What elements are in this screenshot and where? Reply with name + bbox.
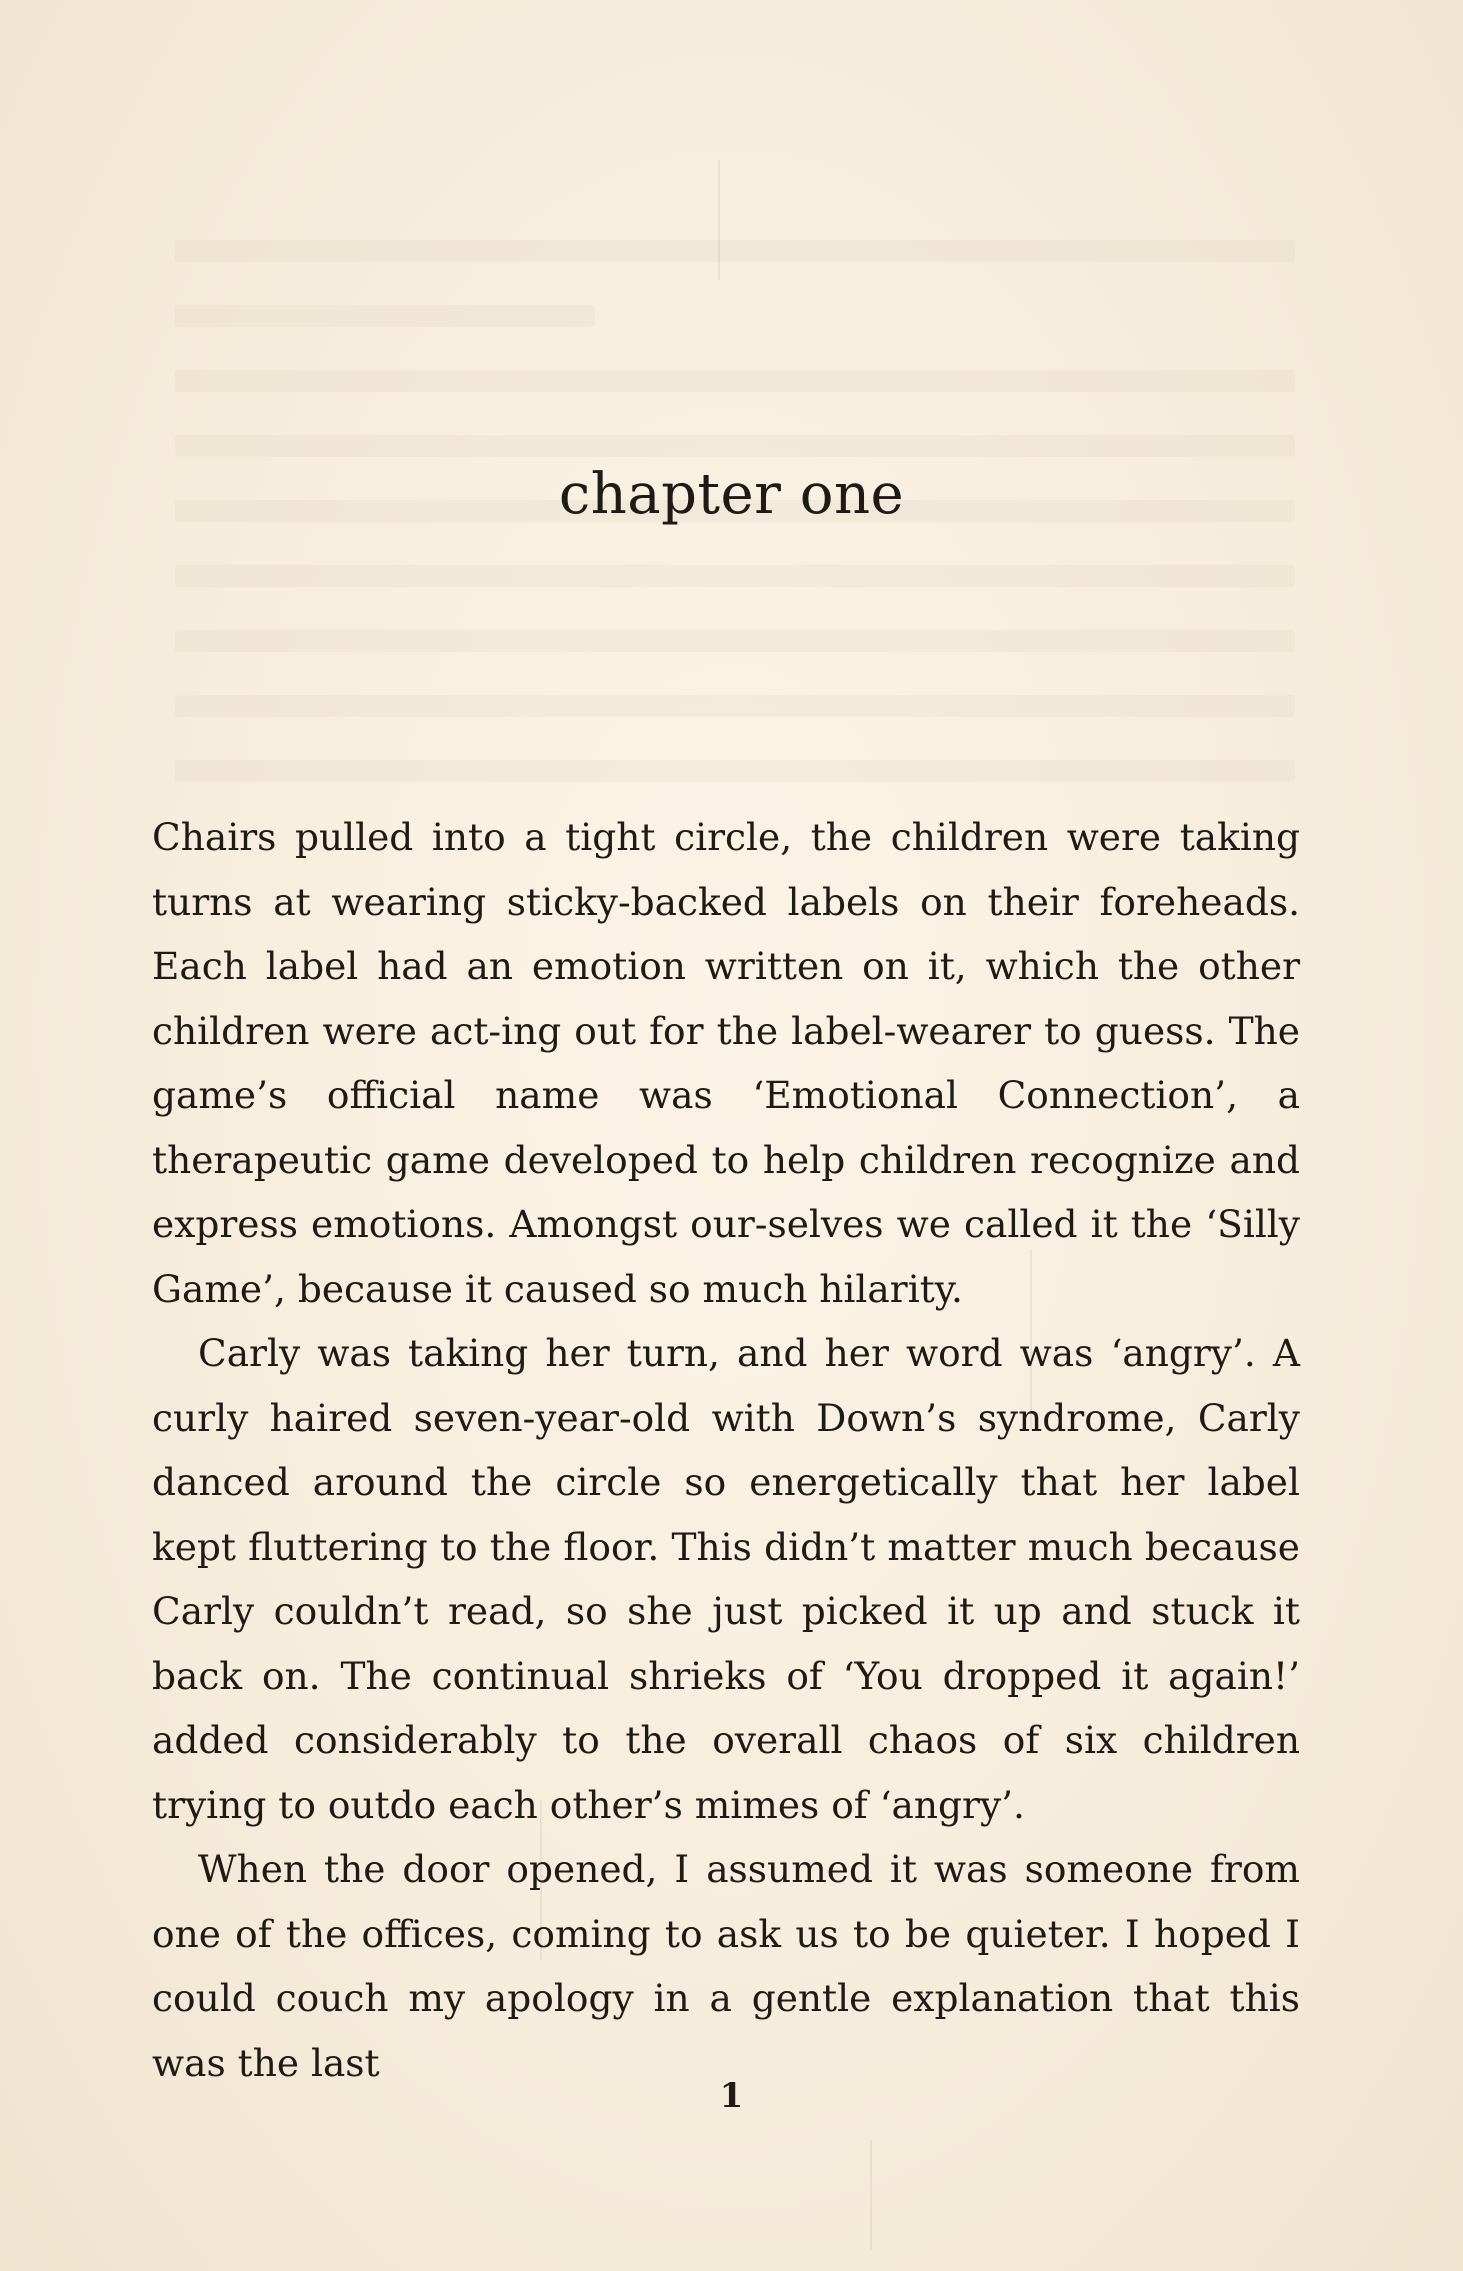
body-text: [152, 805, 1300, 2095]
show-through-line: [175, 760, 1295, 782]
show-through-line: [175, 370, 1295, 392]
paragraph-2: Carly was taking her turn, and her word was ‘angry’. A curly haired seven-year-old with Down’s syndrome, Carly danced around the circle so energetically that her label kept fluttering to the floor. This didn’t matter much because Carly couldn’t read, so she just picked it up and stuck it back on. The continual shrieks of ‘You dropped it again!’ added considerably to the overall chaos of six children trying to outdo each other’s mimes of ‘angry’.: [152, 1331, 1300, 1827]
show-through-line: [175, 565, 1295, 587]
page-number: 1: [719, 2076, 744, 2116]
show-through-line: [175, 435, 1295, 457]
show-through-line: [175, 695, 1295, 717]
paper-fiber: [718, 160, 720, 280]
show-through-line: [175, 305, 595, 327]
paragraph-1: Chairs pulled into a tight circle, the children were taking turns at wearing sticky-backed labels on their foreheads. Each label had an emotion written on it, which the other children were act-ing out for the label-wearer to guess. The game’s official name was ‘Emotional Connection’, a therapeutic game developed to help children recognize and express emotions. Amongst our-selves we called it the ‘Silly Game’, because it caused so much hilarity.: [152, 815, 1300, 1311]
paper-fiber: [870, 2140, 872, 2250]
chapter-title: chapter one: [558, 462, 905, 527]
show-through-line: [175, 630, 1295, 652]
show-through-line: [175, 240, 1295, 262]
paragraph-3: When the door opened, I assumed it was someone from one of the offices, coming to ask us to be quieter. I hoped I could couch my apology in a gentle explanation that this was the last: [152, 1847, 1300, 2085]
